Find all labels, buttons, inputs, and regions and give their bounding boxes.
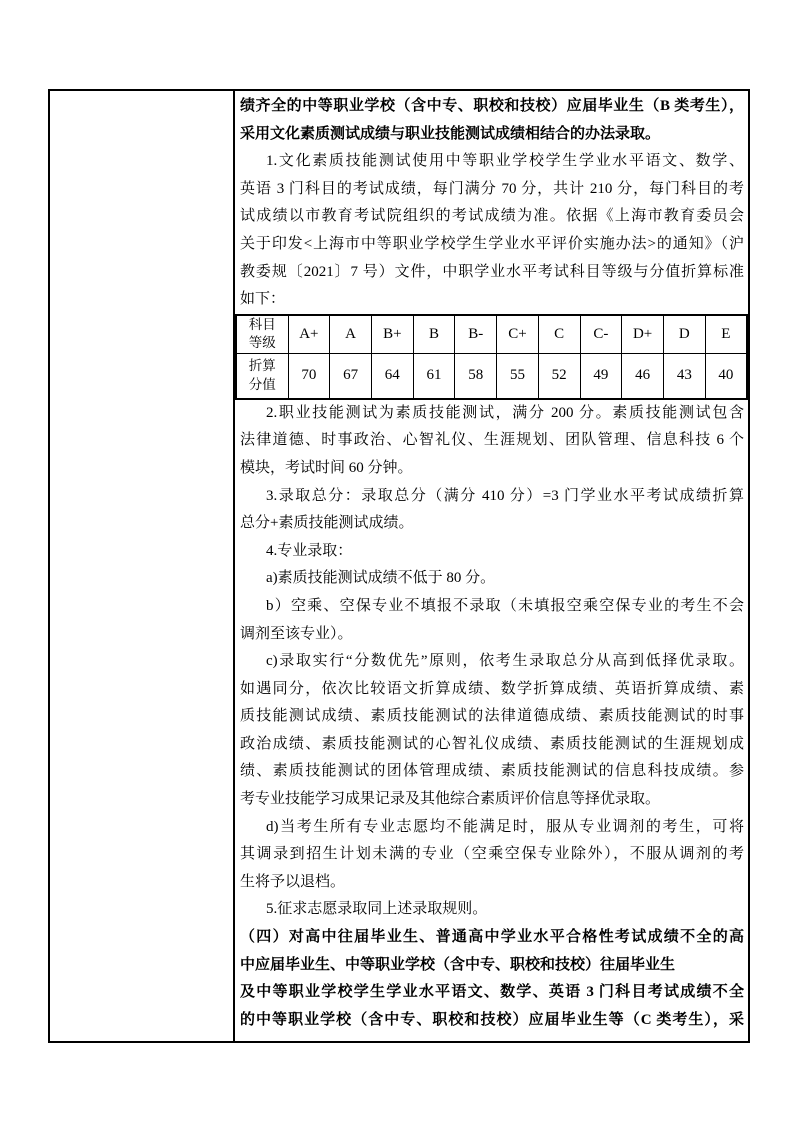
row-label-line: 科目 (248, 316, 276, 332)
grade-cell: C+ (497, 315, 539, 354)
text-line: （四）对高中往届毕业生、普通高中学业水平合格性考试成绩不全的高 (240, 929, 744, 946)
text-line: 绩齐全的中等职业学校（含中专、职校和技校）应届毕业生（B 类考生）， (240, 98, 744, 114)
grade-cell: B+ (371, 315, 413, 354)
text-line: 质技能测试成绩、素质技能测试的法律道德成绩、素质技能测试的时事 (240, 708, 744, 725)
text-line: 及中等职业学校学生学业水平语文、数学、英语 3 门科目考试成绩不全 (240, 984, 744, 1001)
text-line: 模块，考试时间 60 分钟。 (240, 459, 413, 476)
grade-cell: D+ (622, 315, 664, 354)
text-line: c)录取实行“分数优先”原则，依考生录取总分从高到低择优录取。 (266, 653, 744, 670)
row-label-line: 分值 (248, 376, 276, 392)
content-cell (235, 91, 748, 1041)
text-line: 如下： (240, 291, 286, 308)
value-cell: 40 (705, 353, 747, 399)
row-label-cell (236, 315, 288, 354)
grade-cell: B (413, 315, 455, 354)
grade-cell: A (330, 315, 372, 354)
value-cell: 49 (580, 353, 622, 399)
text-block-top (240, 93, 744, 314)
text-line: b）空乘、空保专业不填报不录取（未填报空乘空保专业的考生不会 (266, 597, 744, 614)
text-line: a)素质技能测试成绩不低于 80 分。 (266, 570, 496, 587)
grade-cell: C (538, 315, 580, 354)
text-line: 调剂至该专业）。 (240, 625, 353, 642)
text-line: 5.征求志愿录取同上述录取规则。 (266, 901, 488, 918)
row-label-line: 折算 (248, 358, 276, 374)
text-line: 绩、素质技能测试的团体管理成绩、素质技能测试的信息科技成绩。参 (240, 763, 744, 780)
value-cell: 61 (413, 353, 455, 399)
text-line: 其调录到招生计划未满的专业（空乘空保专业除外），不服从调剂的考 (240, 846, 744, 863)
grade-cell: B- (455, 315, 497, 354)
value-cell: 46 (622, 353, 664, 399)
grade-cell: A+ (288, 315, 330, 354)
text-line: 采用文化素质测试成绩与职业技能测试成绩相结合的办法录取。 (240, 125, 661, 142)
text-line: 英语 3 门科目的考试成绩，每门满分 70 分，共计 210 分，每门科目的考 (240, 180, 744, 197)
text-line: 2.职业技能测试为素质技能测试，满分 200 分。素质技能测试包含 (266, 404, 744, 421)
value-cell: 43 (663, 353, 705, 399)
text-block-bottom (240, 400, 744, 1035)
text-line: 1.文化素质技能测试使用中等职业学校学生学业水平语文、数学、 (266, 153, 744, 170)
grade-cell: E (705, 315, 747, 354)
table-row (236, 353, 747, 399)
value-cell: 70 (288, 353, 330, 399)
left-empty-cell (50, 91, 235, 1041)
text-line: 中应届毕业生、中等职业学校（含中专、职校和技校）往届毕业生 (240, 956, 676, 973)
text-line: 考专业技能学习成果记录及其他综合素质评价信息等择优录取。 (240, 791, 661, 808)
text-line: 4.专业录取： (266, 542, 353, 559)
text-line: 生将予以退档。 (240, 873, 346, 890)
text-line: 如遇同分，依次比较语文折算成绩、数学折算成绩、英语折算成绩、素 (240, 680, 744, 697)
grade-conversion-table (235, 314, 748, 400)
text-line: 的中等职业学校（含中专、职校和技校）应届毕业生等（C 类考生），采 (240, 1011, 744, 1028)
text-line: d)当考生所有专业志愿均不能满足时，服从专业调剂的考生，可将 (266, 818, 744, 835)
row-label-cell (236, 353, 288, 399)
table-row (236, 315, 747, 354)
value-cell: 67 (330, 353, 372, 399)
value-cell: 64 (371, 353, 413, 399)
row-label-line: 等级 (248, 335, 276, 351)
value-cell: 55 (497, 353, 539, 399)
text-line: 法律道德、时事政治、心智礼仪、生涯规划、团队管理、信息科技 6 个 (240, 432, 744, 449)
value-cell: 58 (455, 353, 497, 399)
text-line: 3.录取总分：录取总分（满分 410 分）=3 门学业水平考试成绩折算 (266, 487, 744, 504)
grade-cell: D (663, 315, 705, 354)
grade-cell: C- (580, 315, 622, 354)
text-line: 试成绩以市教育考试院组织的考试成绩为准。依据《上海市教育委员会 (240, 208, 744, 225)
text-line: 关于印发<上海市中等职业学校学生学业水平评价实施办法>的通知》（沪 (240, 235, 744, 252)
text-line: 教委规〔2021〕7 号）文件，中职学业水平考试科目等级与分值折算标准 (240, 263, 744, 280)
text-line: 政治成绩、素质技能测试的心智礼仪成绩、素质技能测试的生涯规划成 (240, 735, 744, 752)
value-cell: 52 (538, 353, 580, 399)
outer-table (48, 89, 750, 1043)
text-line: 总分+素质技能测试成绩。 (240, 515, 414, 532)
